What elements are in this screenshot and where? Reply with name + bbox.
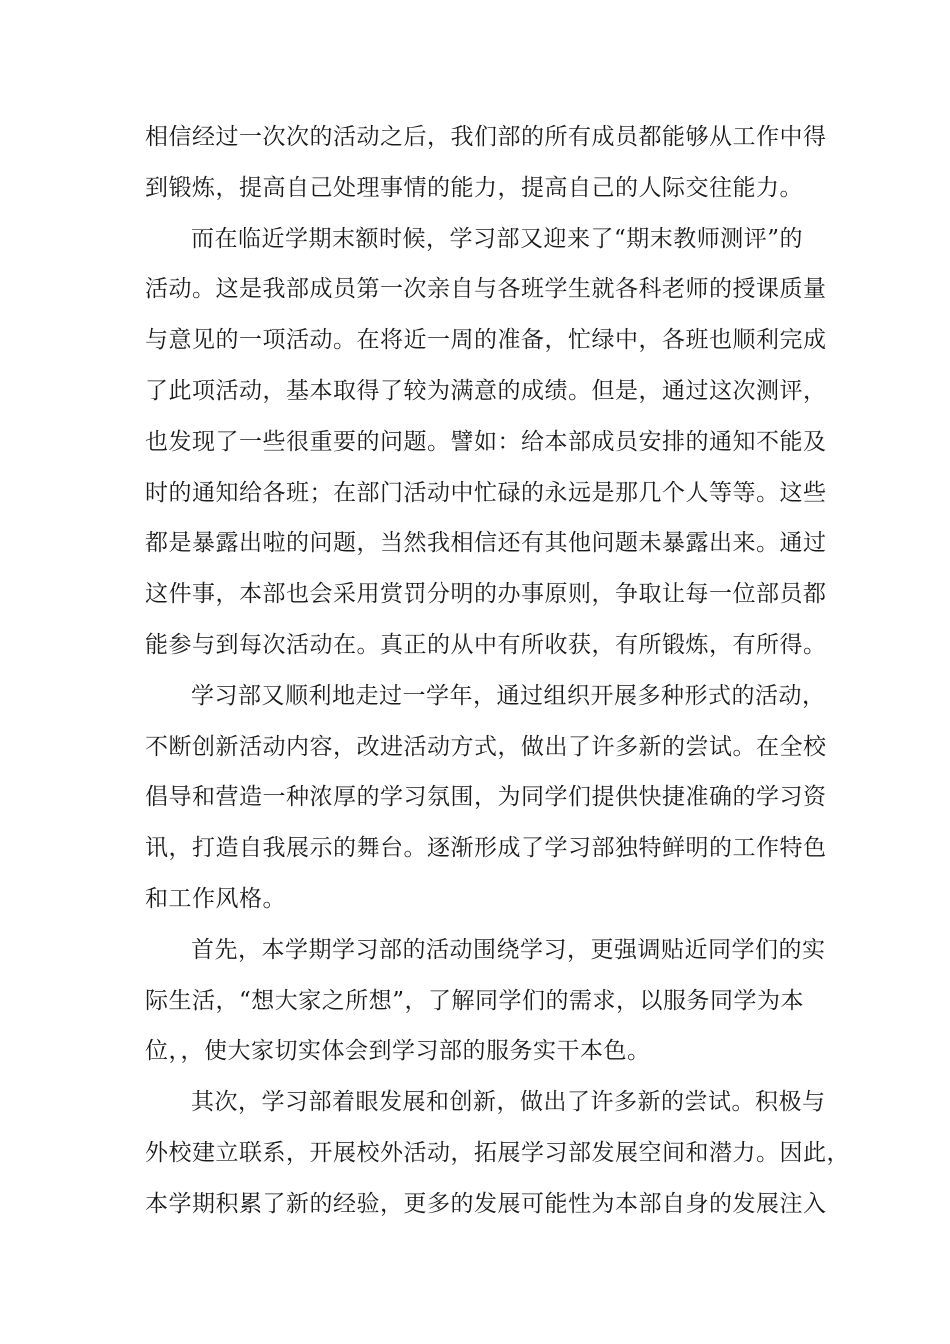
paragraph-start-line: 其次，学习部着眼发展和创新，做出了许多新的尝试。积极与 xyxy=(191,1089,826,1116)
paragraph-start-line: 而在临近学期末额时候，学习部又迎来了“期末教师测评”的 xyxy=(191,225,804,252)
text-line: 与意见的一项活动。在将近一周的准备，忙绿中，各班也顺利完成 xyxy=(145,327,827,354)
text-line: 不断创新活动内容，改进活动方式，做出了许多新的尝试。在全校 xyxy=(145,733,827,760)
text-line: 活动。这是我部成员第一次亲自与各班学生就各科老师的授课质量 xyxy=(145,276,827,303)
body-text xyxy=(145,112,850,1230)
text-line: 时的通知给各班；在部门活动中忙碌的永远是那几个人等等。这些 xyxy=(145,479,827,506)
text-line: 也发现了一些很重要的问题。譬如：给本部成员安排的通知不能及 xyxy=(145,428,827,455)
paragraph-start-line: 学习部又顺利地走过一学年，通过组织开展多种形式的活动， xyxy=(191,682,826,709)
text-line: 倡导和营造一种浓厚的学习氛围，为同学们提供快捷准确的学习资 xyxy=(145,784,827,811)
text-line: 这件事，本部也会采用赏罚分明的办事原则，争取让每一位部员都 xyxy=(145,581,827,608)
text-line: 外校建立联系，开展校外活动，拓展学习部发展空间和潜力。因此， xyxy=(145,1139,850,1166)
text-line: 际生活，“想大家之所想”，了解同学们的需求，以服务同学为本 xyxy=(145,987,805,1014)
text-line: 能参与到每次活动在。真正的从中有所收获，有所锻炼，有所得。 xyxy=(145,631,827,658)
text-line: 到锻炼，提高自己处理事情的能力，提高自己的人际交往能力。 xyxy=(145,174,803,201)
text-line: 位，，使大家切实体会到学习部的服务实干本色。 xyxy=(145,1038,651,1065)
paragraph-start-line: 首先，本学期学习部的活动围绕学习，更强调贴近同学们的实 xyxy=(191,936,826,963)
text-line: 和工作风格。 xyxy=(145,885,286,912)
text-line: 相信经过一次次的活动之后，我们部的所有成员都能够从工作中得 xyxy=(145,124,827,150)
text-line: 了此项活动，基本取得了较为满意的成绩。但是，通过这次测评， xyxy=(145,377,827,404)
text-line: 讯，打造自我展示的舞台。逐渐形成了学习部独特鲜明的工作特色 xyxy=(145,835,827,862)
text-line: 本学期积累了新的经验，更多的发展可能性为本部自身的发展注入 xyxy=(145,1190,827,1217)
text-line: 都是暴露出啦的问题，当然我相信还有其他问题未暴露出来。通过 xyxy=(145,530,827,557)
